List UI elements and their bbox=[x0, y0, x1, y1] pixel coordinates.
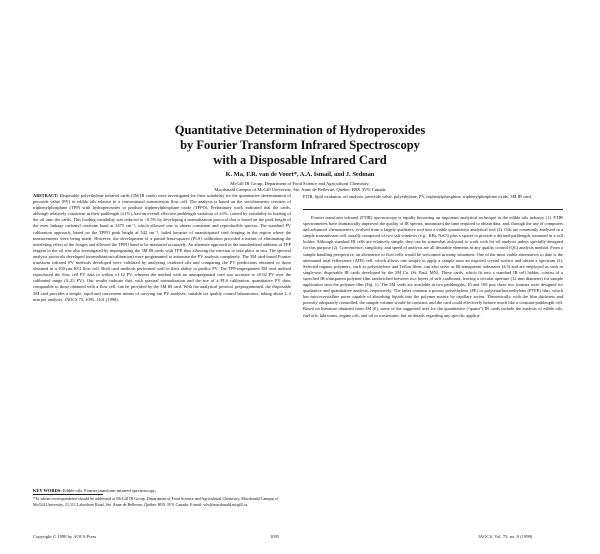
footer-page-number: 1095 bbox=[270, 534, 280, 539]
footnote-divider bbox=[33, 494, 103, 495]
footer-copyright: Copyright © 1998 by AOCS Press bbox=[33, 534, 97, 539]
intro-paragraph: Fourier transform infrared (FTIR) spectroscopy is rapidly becoming an important analytical technique in the edible oils industry (1). FTIR spectrometers have dramatically improved the quality of IR spectra, minimized the time required to obtain data, and, through the use of computers and advanced chemometrics, evolved from a largely qualitative tool into a viable quantitative analytical tool (2). Oils are commonly analyzed in a simple transmission cell, usually composed of two salt windows (e.g., KBr, NaCl) plus a spacer to provide a defined pathlength, mounted in a cell holder. Although standard IR cells are relatively simple, they can be somewhat awkward to work with for oil analysis unless specially designed for this purpose (2). Convenience, simplicity, and speed of analysis are all desirable elements in any quality control (QC) analysis method. From a sample handling perspective, an alternative to flow cells would be welcomed in many situations. One of the most viable alternatives to date is the attenuated total reflectance (ATR) cell, which allows one simply to apply a sample onto an exposed crystal surface and obtain a spectrum (3). Selected organic polymers, such as polyethylene and Teflon films, can also serve as IR-transparent substrates (4,5) and are employed as such in single-use, disposable IR cards developed by the 3M Co. (St. Paul, MN). These cards, which fit into a standard IR cell holder, consist of a stretched IR-transparent polymer film sandwiched between two layers of stiff cardboard, leaving a circular aperture (12 mm diameter) for sample application onto the polymer film (Fig. 1). The 3M cards are available in two pathlengths, 10 and 100 µm; these two formats were designed for qualitative and quantitative analysis, respectively. The latter contains a porous polyethylene (PE) or polytetrafluoroethylene (PTFE) film, which has microcrystalline pores capable of absorbing liquids into the polymer matrix by capillary action. Theoretically, with the film thickness and porosity adequately controlled, the sample volume would be constant, and the card could effectively behave much like a constant-pathlength cell. Based on literature obtained from 3M (6), some of the suggested uses for the quantitative (“quant”) IR cards include the analysis of edible oils, fuel oils, lubricants, engine oils, and oil in wastewater, but no details regarding any specific applica- bbox=[303, 215, 564, 318]
introduction bbox=[303, 215, 563, 319]
paper-title-line-1: Quantitative Determination of Hydroperoxides bbox=[174, 123, 426, 137]
affiliation-line-1: McGill IR Group, Department of Food Science and Agricultural Chemistry, bbox=[230, 181, 370, 186]
keywords-continuation: FTIR, lipid oxidation, oil analysis, peroxide value, polyethylene, PV, triphenylphosphine, triphenylphosphine oxide, 3M IR card. bbox=[303, 194, 532, 199]
paper-title-line-2: by Fourier Transform Infrared Spectroscopy bbox=[180, 138, 420, 152]
paper-title-line-3: with a Disposable Infrared Card bbox=[213, 153, 387, 167]
keywords-divider bbox=[303, 209, 563, 210]
keywords-text: Edible oils, Fourier transform infrared spectroscopy, bbox=[62, 488, 156, 493]
correspondence-footnote: *To whom correspondence should be addressed at McGill IR Group, Department of Food Science and Agricultural Chemistry, Macdonald Campus of McGill University, 21,111 Lakeshore Road, Ste. Anne de Bellevue, Québec H9X 3V9, Canada. E-mail: vdv@macdonald.mcgill.ca bbox=[33, 496, 279, 507]
abstract-citation: JAOCS 75, 1095–1101 (1998). bbox=[64, 296, 119, 302]
footer-journal: JAOCS, Vol. 75, no. 9 (1998) bbox=[478, 534, 533, 539]
affiliation-line-2: Macdonald Campus of McGill University, Ste. Anne de Bellevue, Québec H9X 3V9, Canada bbox=[214, 187, 386, 192]
authors: K. Ma, F.R. van de Voort*, A.A. Ismail, and J. Sedman bbox=[225, 171, 375, 178]
abstract-label: ABSTRACT: bbox=[33, 193, 59, 198]
abstract bbox=[33, 193, 291, 303]
keywords-label: KEY WORDS: bbox=[33, 488, 62, 493]
abstract-text: Disposable polyethylene infrared cards (3M IR cards) were investigated for their suitability for the quantitative determination of peroxide value (PV) in edible oils relative to a conventional transmission flow cell. The analysis is based on the stoichiometric reaction of triphenylphosphine (TPP) with hydroperoxides to produce triphenylphosphine oxide (TPPO). Preliminary work indicated that the cards, although relatively consistent in their pathlength (±1%), had an overall effective pathlength variation of ±3%, caused by variability in loading of the oil onto the cards. This loading variability was reduced to <0.5% by developing a normalization protocol that is based on the peak height of the ester linkage carbonyl overtone band at 3475 cm⁻¹, which allowed one to obtain consistent and reproducible spectra. The standard PV calibration approach, based on the TPPO peak height at 542 cm⁻¹, failed because of unanticipated card fringing in the region where the measurements were being made. However, the development of a partial-least-squares (PLS) calibration provided a means of eliminating the interfering effect of the fringes and allowed the TPPO band to be measured accurately. An alternate approach to the standardized addition of TPP reagent to the oil was also investigated by impregnating the 3M IR cards with TPP, thus allowing the reaction to take place in situ. The spectral analysis protocols developed (normalization/calibration) were programmed to automate the PV analysis completely. The 3M card-based Fourier transform infrared PV methods developed were validated by analyzing oxidized oils and comparing the PV predictions obtained to those obtained in a 100-µm KCl flow cell. Both card methods performed well in their ability to predict PV. The TPP-impregnated 3M card method reproduced the flow cell PV data to within ±1.12 PV, whereas the method with an unimpregnated card was accurate to ±0.92 PV over the calibrated range (0–25 PV). Our results indicate that, with spectral normalization and the use of a PLS calibration, quantitative PV data, comparable to those obtained with a flow cell, can be provided by the 3M IR card. With the analytical protocol preprogrammed, the disposable 3M card provides a simple, rapid and convenient means of carrying out PV analyses, suitable for quality control laboratories, taking about 2–3 min per analysis. bbox=[33, 193, 292, 302]
